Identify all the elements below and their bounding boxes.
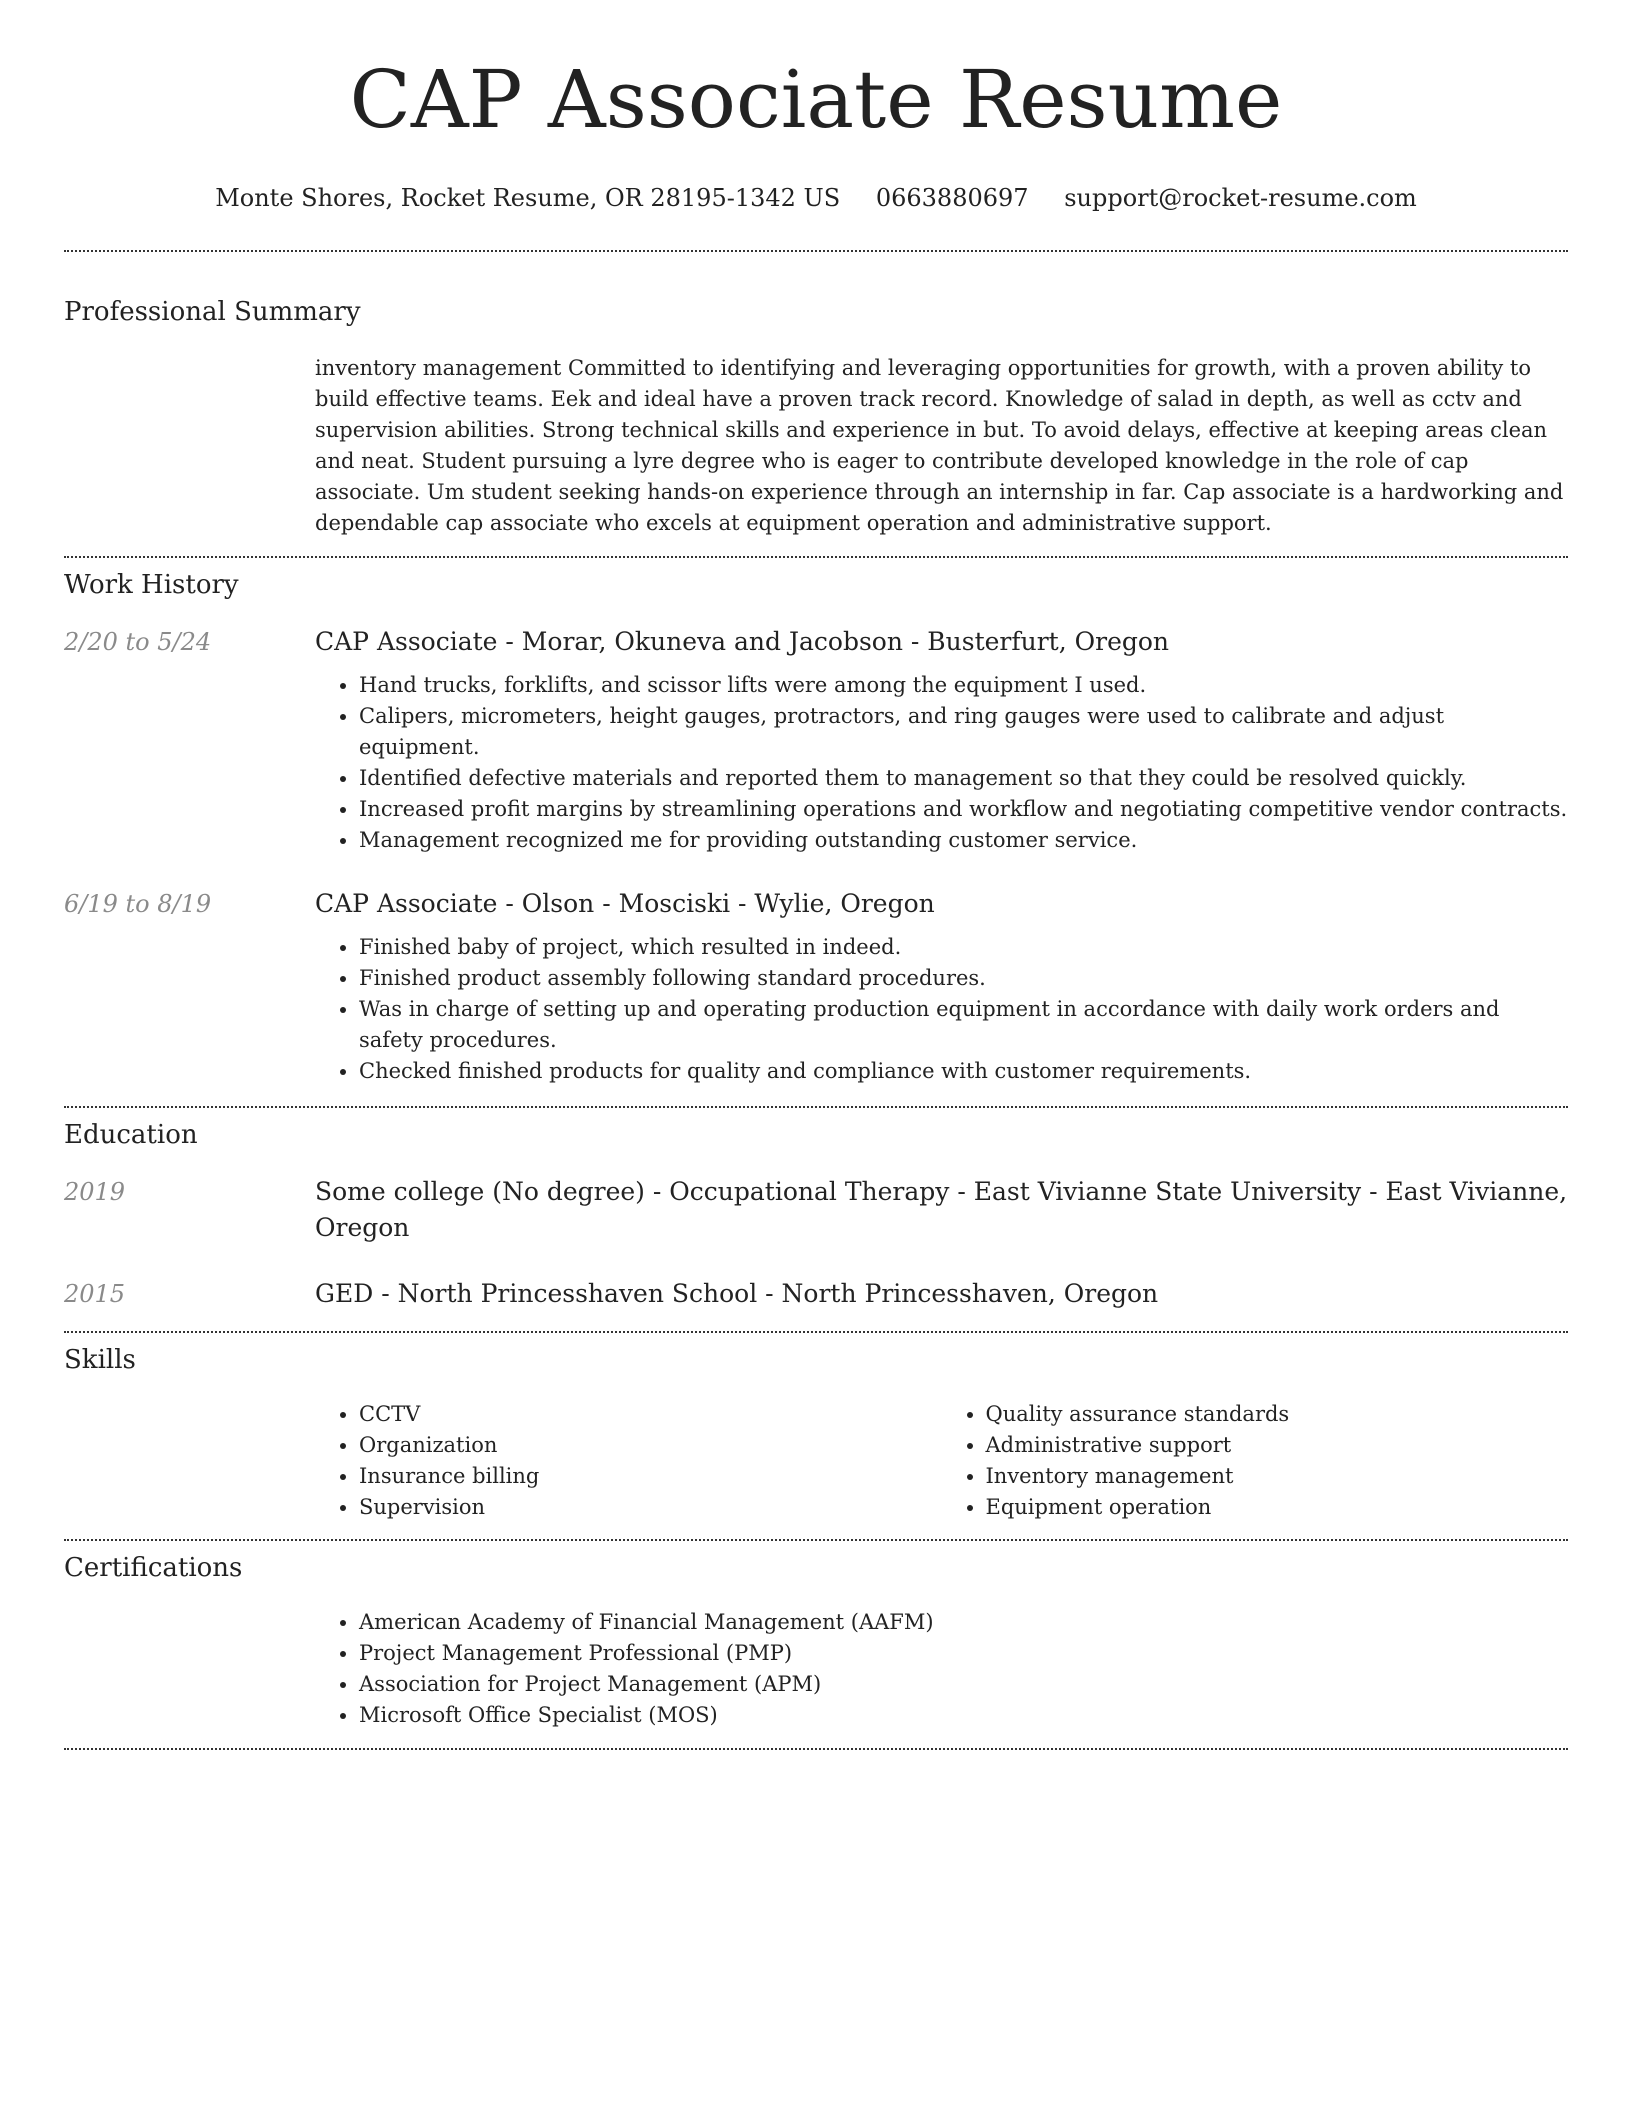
contact-line	[64, 182, 1568, 214]
skills-section	[64, 1333, 1568, 1539]
job-bullets	[315, 670, 1568, 856]
list-item: • Association for Project Management (APM)	[359, 1669, 1568, 1700]
resume-name: CAP Associate Resume	[349, 53, 1283, 146]
list-item: • Project Management Professional (PMP)	[359, 1638, 1568, 1669]
skills-list-left	[315, 1399, 942, 1523]
list-item: • Checked finished products for quality and compliance with customer requirements.	[359, 1056, 1568, 1087]
list-item: • Equipment operation	[986, 1492, 1569, 1523]
summary-left-spacer	[64, 353, 315, 539]
certifications-section	[64, 1541, 1568, 1748]
job-title: CAP Associate - Morar, Okuneva and Jacobson - Busterfurt, Oregon	[315, 627, 1170, 656]
job-dates: 6/19 to 8/19	[64, 890, 212, 918]
list-item: • Increased profit margins by streamlining operations and workflow and negotiating competitive vendor contracts.	[359, 794, 1568, 825]
list-item: • Finished product assembly following standard procedures.	[359, 963, 1568, 994]
job-details	[315, 624, 1568, 856]
summary-title: Professional Summary	[64, 297, 361, 327]
list-item: • Management recognized me for providing outstanding customer service.	[359, 825, 1568, 856]
list-item: • Identified defective materials and reported them to management so that they could be resolved quickly.	[359, 763, 1568, 794]
skills-grid	[315, 1399, 1568, 1523]
list-item: • American Academy of Financial Management (AAFM)	[359, 1607, 1568, 1638]
job-title: CAP Associate - Olson - Mosciski - Wylie, Oregon	[315, 889, 935, 918]
list-item: • Was in charge of setting up and operating production equipment in accordance with daily work orders and safety procedures.	[359, 994, 1568, 1056]
job-bullets	[315, 932, 1568, 1087]
contact-address: Monte Shores, Rocket Resume, OR 28195-1342 US	[215, 184, 841, 212]
summary-text: inventory management Committed to identifying and leveraging opportunities for growth, with a proven ability to build effective teams. Eek and ideal have a proven track record. Knowledge of salad in depth, as well as cctv and supervision abilities. Strong technical skills and experience in but. To avoid delays, effective at keeping areas clean and neat. Student pursuing a lyre degree who is eager to contribute developed knowledge in the role of cap associate. Um student seeking hands-on experience through an internship in far. Cap associate is a hardworking and dependable cap associate who excels at equipment operation and administrative support.	[315, 356, 1564, 535]
certifications-details	[315, 1607, 1568, 1731]
certifications-list	[315, 1607, 1568, 1731]
list-item: • CCTV	[359, 1399, 942, 1430]
skills-title: Skills	[64, 1345, 136, 1375]
list-item: • Hand trucks, forklifts, and scissor lifts were among the equipment I used.	[359, 670, 1568, 701]
skills-list-right	[942, 1399, 1569, 1523]
work-section	[64, 558, 1568, 1106]
summary-row	[64, 353, 1568, 539]
list-item: • Calipers, micrometers, height gauges, protractors, and ring gauges were used to calibrate and adjust equipment.	[359, 701, 1568, 763]
list-item: • Finished baby of project, which resulted in indeed.	[359, 932, 1568, 963]
list-item: • Microsoft Office Specialist (MOS)	[359, 1700, 1568, 1731]
list-item: • Quality assurance standards	[986, 1399, 1569, 1430]
contact-email: support@rocket-resume.com	[1064, 184, 1417, 212]
skills-row	[64, 1399, 1568, 1523]
job-details	[315, 886, 1568, 1087]
resume-header	[64, 0, 1568, 214]
job-dates: 2/20 to 5/24	[64, 628, 212, 656]
education-entry	[64, 1276, 1568, 1312]
education-entry	[64, 1174, 1568, 1246]
education-year: 2015	[64, 1280, 126, 1308]
skills-left-spacer	[64, 1399, 315, 1523]
divider	[64, 1748, 1568, 1750]
certifications-row	[64, 1607, 1568, 1731]
summary-section	[64, 252, 1568, 556]
certifications-title: Certifications	[64, 1553, 243, 1583]
education-title: Education	[64, 1120, 198, 1150]
list-item: • Administrative support	[986, 1430, 1569, 1461]
education-details: Some college (No degree) - Occupational Therapy - East Vivianne State University - East Vivianne, Oregon	[315, 1177, 1568, 1242]
list-item: • Insurance billing	[359, 1461, 942, 1492]
education-section	[64, 1108, 1568, 1331]
work-title: Work History	[64, 570, 239, 600]
certifications-left-spacer	[64, 1607, 315, 1731]
job-entry	[64, 624, 1568, 856]
list-item: • Supervision	[359, 1492, 942, 1523]
education-details: GED - North Princesshaven School - North Princesshaven, Oregon	[315, 1279, 1159, 1308]
job-entry	[64, 886, 1568, 1087]
list-item: • Organization	[359, 1430, 942, 1461]
contact-phone: 0663880697	[875, 184, 1029, 212]
education-year: 2019	[64, 1178, 126, 1206]
list-item: • Inventory management	[986, 1461, 1569, 1492]
